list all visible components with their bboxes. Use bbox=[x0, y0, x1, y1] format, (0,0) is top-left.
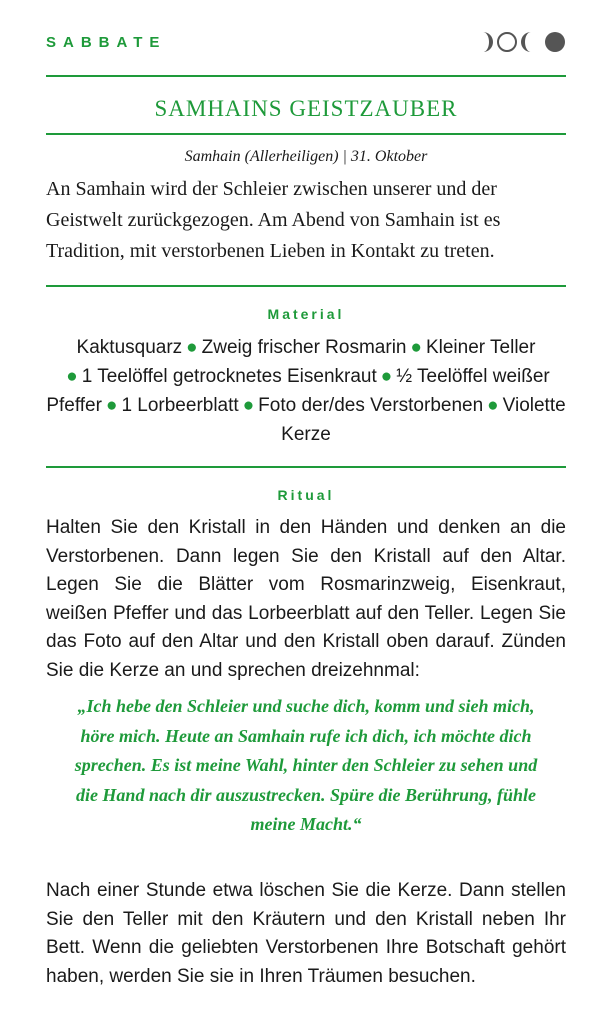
subtitle: Samhain (Allerheiligen) | 31. Oktober bbox=[184, 148, 428, 165]
incantation: „Ich hebe den Schleier und suche dich, komm und sieh mich, höre mich. Heute an Samhain rufe ich dich, ich möchte dich sprechen. Es ist meine Wahl, hinter den Schleier zu sehen und die Hand nach dir auszustrecken. Spüre die Berührung, fühle meine Macht.“ bbox=[74, 696, 538, 834]
ritual-instructions bbox=[46, 514, 566, 685]
section-header: SABBATE bbox=[46, 34, 167, 51]
ritual-label: Ritual bbox=[277, 487, 335, 503]
waxing-crescent-icon bbox=[472, 31, 494, 53]
bullet-icon: ● bbox=[186, 337, 198, 358]
moon-phases bbox=[472, 31, 566, 53]
material-item: Violette Kerze bbox=[281, 395, 566, 445]
bullet-icon: ● bbox=[410, 337, 422, 358]
divider bbox=[46, 75, 566, 77]
bullet-icon: ● bbox=[487, 395, 499, 416]
new-moon-icon bbox=[544, 31, 566, 53]
full-moon-icon bbox=[496, 31, 518, 53]
material-item: Zweig frischer Rosmarin bbox=[201, 337, 407, 358]
bullet-icon: ● bbox=[242, 395, 255, 416]
material-item: Kleiner Teller bbox=[425, 337, 536, 358]
ritual-text: Halten Sie den Kristall in den Händen und denken an die Verstorbenen. Dann legen Sie den Kristall auf den Altar. Legen Sie die Blätter vom Rosmarinzweig, Eisenkraut, weißen Pfeffer und das Lorbeerblatt auf den Teller. Legen Sie das Foto auf den Altar und den Kristall oben darauf. Zünden Sie die Kerze an und sprechen dreizehnmal: bbox=[46, 517, 566, 681]
bullet-icon: ● bbox=[105, 395, 118, 416]
closing-text: Nach einer Stunde etwa löschen Sie die Kerze. Dann stellen Sie den Teller mit den Kräutern und den Kristall neben Ihr Bett. Wenn die geliebten Verstorbenen Ihre Botschaft gehört haben, werden Sie sie in Ihren Träumen besuchen. bbox=[46, 880, 566, 987]
material-item: Kaktusquarz bbox=[76, 337, 183, 358]
material-item: ½ Teelöffel weißer Pfeffer bbox=[46, 366, 550, 416]
intro-text: An Samhain wird der Schleier zwischen unserer und der Geistwelt zurückgezogen. Am Abend von Samhain ist es Tradition, mit verstorbenen Lieben in Kontakt zu treten. bbox=[46, 178, 501, 262]
divider bbox=[46, 133, 566, 135]
materials-label: Material bbox=[267, 306, 345, 322]
waning-crescent-icon bbox=[520, 31, 542, 53]
divider bbox=[46, 466, 566, 468]
material-item: 1 Teelöffel getrocknetes Eisenkraut bbox=[81, 366, 377, 387]
bullet-icon: ● bbox=[380, 366, 393, 387]
page-title: SAMHAINS GEISTZAUBER bbox=[154, 96, 458, 121]
material-item: 1 Lorbeerblatt bbox=[121, 395, 239, 416]
bullet-icon: ● bbox=[66, 366, 78, 387]
material-item: Foto der/des Verstorbenen bbox=[258, 395, 484, 416]
divider bbox=[46, 285, 566, 287]
materials-list bbox=[46, 333, 566, 449]
